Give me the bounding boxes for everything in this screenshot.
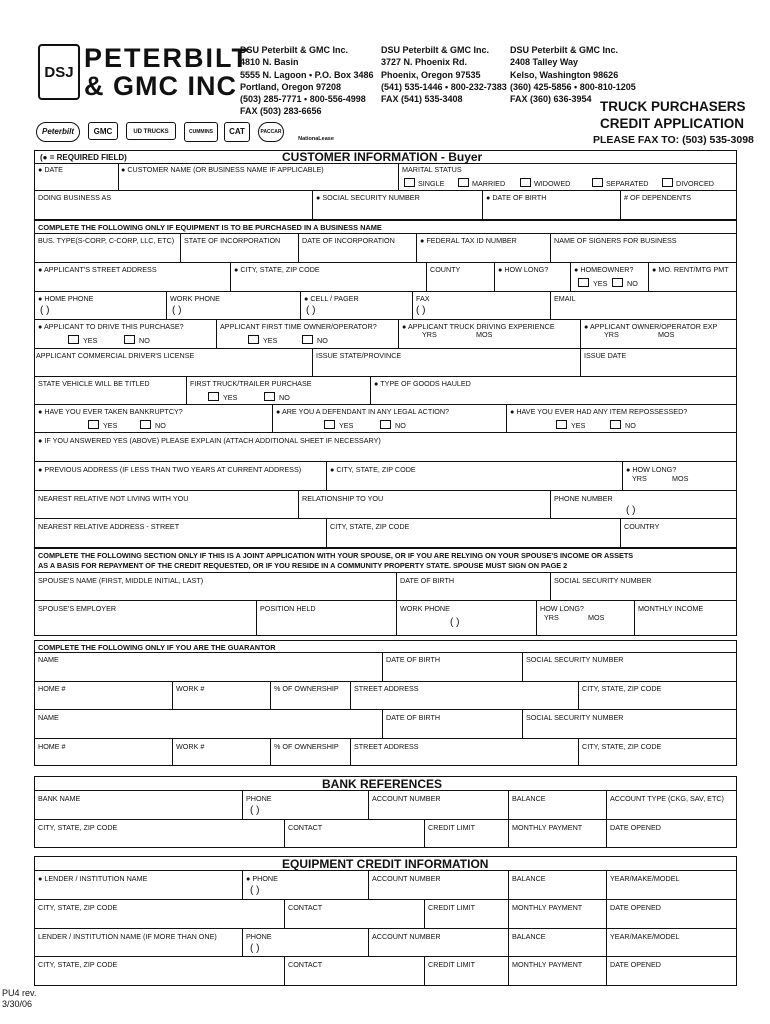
first-truck-yes-checkbox[interactable] bbox=[208, 392, 219, 401]
form-revision bbox=[2, 988, 36, 1010]
cummins-logo: CUMMINS bbox=[184, 122, 218, 142]
cell-label: ● CELL / PAGER bbox=[304, 294, 359, 303]
guarantor-ownership-label: % OF OWNERSHIP bbox=[274, 684, 339, 693]
widowed-label: WIDOWED bbox=[534, 179, 571, 188]
monthly-income-label: MONTHLY INCOME bbox=[638, 604, 704, 613]
drive-no-label: NO bbox=[139, 336, 150, 345]
lender2-phone-area: ( ) bbox=[250, 943, 260, 954]
company-logo-mark bbox=[38, 44, 80, 100]
lender2-city-label: CITY, STATE, ZIP CODE bbox=[38, 960, 118, 969]
mo-rent-label: ● MO. RENT/MTG PMT bbox=[652, 265, 729, 274]
first-truck-label: FIRST TRUCK/TRAILER PURCHASE bbox=[190, 379, 312, 388]
bank-contact-label: CONTACT bbox=[288, 823, 323, 832]
first-time-yes-label: YES bbox=[263, 336, 278, 345]
lender2-phone-label: PHONE bbox=[246, 932, 272, 941]
company-name-line1: PETERBILT bbox=[84, 43, 250, 73]
lender2-label: LENDER / INSTITUTION NAME (IF MORE THAN ONE) bbox=[38, 932, 217, 941]
separated-label: SEPARATED bbox=[606, 179, 649, 188]
repossessed-label: ● HAVE YOU EVER HAD ANY ITEM REPOSSESSED? bbox=[510, 407, 688, 416]
lender-year-label: YEAR/MAKE/MODEL bbox=[610, 874, 680, 883]
single-label: SINGLE bbox=[418, 179, 445, 188]
driving-exp-mos: MOS bbox=[476, 330, 493, 339]
repossessed-yes-label: YES bbox=[571, 421, 586, 430]
guarantor2-ownership-label: % OF OWNERSHIP bbox=[274, 742, 339, 751]
guarantor2-home-label: HOME # bbox=[38, 742, 66, 751]
prev-mos: MOS bbox=[672, 474, 689, 483]
fed-tax-label: ● FEDERAL TAX ID NUMBER bbox=[420, 236, 517, 245]
goods-label: ● TYPE OF GOODS HAULED bbox=[374, 379, 471, 388]
lender-date-opened-label: DATE OPENED bbox=[610, 903, 661, 912]
customer-name-label: ● CUSTOMER NAME (OR BUSINESS NAME IF APPLICABLE) bbox=[121, 165, 324, 174]
first-truck-no-label: NO bbox=[279, 393, 290, 402]
dba-label: DOING BUSINESS AS bbox=[38, 193, 112, 202]
address-line: DSU Peterbilt & GMC Inc. bbox=[510, 45, 619, 55]
work-phone-area: ( ) bbox=[172, 305, 182, 316]
homeowner-no-label: NO bbox=[627, 279, 638, 288]
spouse-ssn-label: SOCIAL SECURITY NUMBER bbox=[554, 576, 652, 585]
defendant-yes-checkbox[interactable] bbox=[324, 420, 335, 429]
joint-header-line2: AS A BASIS FOR REPAYMENT OF THE CREDIT REQUESTED, OR IF YOU RESIDE IN A COMMUNITY PROPERTY STATE. SPOUSE MUST SIGN ON PAGE 2 bbox=[38, 561, 568, 570]
first-time-no-checkbox[interactable] bbox=[302, 335, 313, 344]
address-portland bbox=[240, 44, 374, 118]
lender2-contact-label: CONTACT bbox=[288, 960, 323, 969]
title-line2: CREDIT APPLICATION bbox=[600, 116, 744, 131]
how-long-label: ● HOW LONG? bbox=[498, 265, 549, 274]
lender-credit-limit-label: CREDIT LIMIT bbox=[428, 903, 475, 912]
married-label: MARRIED bbox=[472, 179, 506, 188]
address-line: FAX (360) 636-3954 bbox=[510, 94, 592, 105]
bus-type-label: BUS. TYPE(S-CORP, C-CORP, LLC, ETC) bbox=[38, 236, 175, 245]
widowed-checkbox[interactable] bbox=[520, 178, 531, 187]
prev-yrs: YRS bbox=[632, 474, 647, 483]
bank-date-opened-label: DATE OPENED bbox=[610, 823, 661, 832]
date-inc-label: DATE OF INCORPORATION bbox=[302, 236, 395, 245]
bank-balance-label: BALANCE bbox=[512, 794, 546, 803]
lender-phone-label: ● PHONE bbox=[246, 874, 278, 883]
bankruptcy-no-label: NO bbox=[155, 421, 166, 430]
prev-address-label: ● PREVIOUS ADDRESS (IF LESS THAN TWO YEARS AT CURRENT ADDRESS) bbox=[38, 465, 302, 474]
lender2-balance-label: BALANCE bbox=[512, 932, 546, 941]
cell-area: ( ) bbox=[306, 305, 316, 316]
lender-phone-area: ( ) bbox=[250, 885, 260, 896]
home-phone-label: ● HOME PHONE bbox=[38, 294, 94, 303]
guarantor-dob-label: DATE OF BIRTH bbox=[386, 655, 441, 664]
joint-header-line1: COMPLETE THE FOLLOWING SECTION ONLY IF THIS IS A JOINT APPLICATION WITH YOUR SPOUSE, OR IF YOU ARE RELYING ON YOUR SPOUSE'S INCOME OR ASSETS bbox=[38, 551, 634, 560]
gmc-logo: GMC bbox=[88, 122, 118, 140]
owner-exp-mos: MOS bbox=[658, 330, 675, 339]
spouse-work-phone-area: ( ) bbox=[450, 617, 460, 628]
prev-city-label: ● CITY, STATE, ZIP CODE bbox=[330, 465, 416, 474]
guarantor-home-label: HOME # bbox=[38, 684, 66, 693]
guarantor-work-label: WORK # bbox=[176, 684, 205, 693]
address-kelso bbox=[510, 44, 636, 105]
spouse-dob-label: DATE OF BIRTH bbox=[400, 576, 455, 585]
homeowner-no-checkbox[interactable] bbox=[612, 278, 623, 287]
defendant-no-label: NO bbox=[395, 421, 406, 430]
home-phone-area: ( ) bbox=[40, 305, 50, 316]
work-phone-label: WORK PHONE bbox=[170, 294, 220, 303]
bank-name-label: BANK NAME bbox=[38, 794, 81, 803]
spouse-how-long-label: HOW LONG? bbox=[540, 604, 584, 613]
form-title bbox=[600, 98, 746, 132]
customer-info-header: CUSTOMER INFORMATION - Buyer bbox=[282, 150, 483, 164]
company-name-line2: & GMC INC bbox=[84, 71, 237, 101]
bank-credit-limit-label: CREDIT LIMIT bbox=[428, 823, 475, 832]
repossessed-yes-checkbox[interactable] bbox=[556, 420, 567, 429]
issue-date-label: ISSUE DATE bbox=[584, 351, 627, 360]
first-truck-yes-label: YES bbox=[223, 393, 238, 402]
guarantor2-dob-label: DATE OF BIRTH bbox=[386, 713, 441, 722]
drive-label: ● APPLICANT TO DRIVE THIS PURCHASE? bbox=[38, 322, 184, 331]
address-line: (360) 425-5856 • 800-810-1205 bbox=[510, 81, 636, 92]
country-label: COUNTRY bbox=[624, 522, 660, 531]
bank-account-type-label: ACCOUNT TYPE (CKG, SAV, ETC) bbox=[610, 794, 724, 803]
bankruptcy-no-checkbox[interactable] bbox=[140, 420, 151, 429]
revision-line2: 3/30/06 bbox=[2, 999, 33, 1009]
relationship-label: RELATIONSHIP TO YOU bbox=[302, 494, 384, 503]
address-line: 4810 N. Basin bbox=[240, 57, 299, 68]
guarantor-ssn-label: SOCIAL SECURITY NUMBER bbox=[526, 655, 624, 664]
bank-city-label: CITY, STATE, ZIP CODE bbox=[38, 823, 118, 832]
prev-how-long-label: ● HOW LONG? bbox=[626, 465, 677, 474]
cat-logo: CAT bbox=[224, 122, 250, 142]
paccar-logo: PACCAR bbox=[258, 122, 284, 142]
lender-label: ● LENDER / INSTITUTION NAME bbox=[38, 874, 148, 883]
divorced-checkbox[interactable] bbox=[662, 178, 673, 187]
lender-city-label: CITY, STATE, ZIP CODE bbox=[38, 903, 118, 912]
guarantor2-city-label: CITY, STATE, ZIP CODE bbox=[582, 742, 662, 751]
lender-account-label: ACCOUNT NUMBER bbox=[372, 874, 441, 883]
relative-address-label: NEAREST RELATIVE ADDRESS - STREET bbox=[38, 522, 180, 531]
guarantor-city-label: CITY, STATE, ZIP CODE bbox=[582, 684, 662, 693]
cdl-label: APPLICANT COMMERCIAL DRIVER'S LICENSE bbox=[36, 351, 195, 360]
address-line: FAX (503) 283-6656 bbox=[240, 106, 322, 117]
title-line1: TRUCK PURCHASERS bbox=[600, 99, 746, 114]
drive-yes-label: YES bbox=[83, 336, 98, 345]
state-inc-label: STATE OF INCORPORATION bbox=[184, 236, 281, 245]
drive-yes-checkbox[interactable] bbox=[68, 335, 79, 344]
city-state-zip-label: ● CITY, STATE, ZIP CODE bbox=[234, 265, 320, 274]
address-line: 2408 Talley Way bbox=[510, 57, 579, 68]
county-label: COUNTY bbox=[430, 265, 461, 274]
address-phoenix bbox=[381, 44, 507, 105]
address-line: DSU Peterbilt & GMC Inc. bbox=[240, 45, 349, 55]
repossessed-no-checkbox[interactable] bbox=[610, 420, 621, 429]
state-vehicle-label: STATE VEHICLE WILL BE TITLED bbox=[38, 379, 150, 388]
lender2-monthly-payment-label: MONTHLY PAYMENT bbox=[512, 960, 583, 969]
owner-exp-yrs: YRS bbox=[604, 330, 619, 339]
brand-logos bbox=[36, 120, 356, 146]
fax-label: FAX bbox=[416, 294, 430, 303]
issue-state-label: ISSUE STATE/PROVINCE bbox=[316, 351, 402, 360]
address-line: 3727 N. Phoenix Rd. bbox=[381, 57, 468, 68]
homeowner-label: ● HOMEOWNER? bbox=[574, 265, 634, 274]
relative-phone-area: ( ) bbox=[626, 505, 636, 516]
relative-label: NEAREST RELATIVE NOT LIVING WITH YOU bbox=[38, 494, 189, 503]
address-line: (503) 285-7771 • 800-556-4998 bbox=[240, 94, 366, 105]
relative-city-label: CITY, STATE, ZIP CODE bbox=[330, 522, 410, 531]
position-label: POSITION HELD bbox=[260, 604, 316, 613]
equipment-credit-header: EQUIPMENT CREDIT INFORMATION bbox=[282, 857, 489, 871]
address-line: Kelso, Washington 98626 bbox=[510, 69, 619, 80]
marital-status-label: MARITAL STATUS bbox=[402, 165, 462, 174]
phone-number-label: PHONE NUMBER bbox=[554, 494, 613, 503]
address-line: (541) 535-1446 • 800-232-7383 bbox=[381, 81, 507, 92]
guarantor-street-label: STREET ADDRESS bbox=[354, 684, 419, 693]
address-line: FAX (541) 535-3408 bbox=[381, 94, 463, 105]
fax-area: ( ) bbox=[416, 305, 426, 316]
divorced-label: DIVORCED bbox=[676, 179, 714, 188]
driving-exp-label: ● APPLICANT TRUCK DRIVING EXPERIENCE bbox=[402, 322, 555, 331]
date-label: ● DATE bbox=[38, 165, 63, 174]
guarantor-name-label: NAME bbox=[38, 655, 59, 664]
guarantor2-street-label: STREET ADDRESS bbox=[354, 742, 419, 751]
married-checkbox[interactable] bbox=[458, 178, 469, 187]
bank-phone-label: PHONE bbox=[246, 794, 272, 803]
lender2-date-opened-label: DATE OPENED bbox=[610, 960, 661, 969]
guarantor-header: COMPLETE THE FOLLOWING ONLY IF YOU ARE THE GUARANTOR bbox=[38, 643, 276, 652]
nationalease-logo: NationaLease bbox=[298, 136, 334, 142]
bankruptcy-label: ● HAVE YOU EVER TAKEN BANKRUPTCY? bbox=[38, 407, 183, 416]
dependents-label: # OF DEPENDENTS bbox=[624, 193, 692, 202]
spouse-name-label: SPOUSE'S NAME (FIRST, MIDDLE INITIAL, LAST) bbox=[38, 576, 204, 585]
guarantor2-work-label: WORK # bbox=[176, 742, 205, 751]
ud-trucks-logo: UD TRUCKS bbox=[126, 122, 176, 140]
first-time-label: APPLICANT FIRST TIME OWNER/OPERATOR? bbox=[220, 322, 377, 331]
separated-checkbox[interactable] bbox=[592, 178, 603, 187]
spouse-employer-label: SPOUSE'S EMPLOYER bbox=[38, 604, 117, 613]
bankruptcy-yes-checkbox[interactable] bbox=[88, 420, 99, 429]
spouse-yrs: YRS bbox=[544, 613, 559, 622]
bank-account-label: ACCOUNT NUMBER bbox=[372, 794, 441, 803]
signers-label: NAME OF SIGNERS FOR BUSINESS bbox=[554, 236, 677, 245]
spouse-work-phone-label: WORK PHONE bbox=[400, 604, 450, 613]
dob-label: ● DATE OF BIRTH bbox=[486, 193, 547, 202]
address-line: Portland, Oregon 97208 bbox=[240, 81, 342, 92]
bankruptcy-yes-label: YES bbox=[103, 421, 118, 430]
guarantor2-ssn-label: SOCIAL SECURITY NUMBER bbox=[526, 713, 624, 722]
address-line: Phoenix, Oregon 97535 bbox=[381, 69, 481, 80]
single-checkbox[interactable] bbox=[404, 178, 415, 187]
driving-exp-yrs: YRS bbox=[422, 330, 437, 339]
email-label: EMAIL bbox=[554, 294, 576, 303]
address-line: 5555 N. Lagoon • P.O. Box 3486 bbox=[240, 69, 374, 80]
lender2-credit-limit-label: CREDIT LIMIT bbox=[428, 960, 475, 969]
street-address-label: ● APPLICANT'S STREET ADDRESS bbox=[38, 265, 157, 274]
owner-exp-label: ● APPLICANT OWNER/OPERATOR EXP bbox=[584, 322, 718, 331]
repossessed-no-label: NO bbox=[625, 421, 636, 430]
required-field-note: (● = REQUIRED FIELD) bbox=[40, 153, 127, 162]
bank-phone-area: ( ) bbox=[250, 805, 260, 816]
guarantor2-name-label: NAME bbox=[38, 713, 59, 722]
ssn-label: ● SOCIAL SECURITY NUMBER bbox=[316, 193, 420, 202]
defendant-label: ● ARE YOU A DEFENDANT IN ANY LEGAL ACTION? bbox=[276, 407, 450, 416]
defendant-no-checkbox[interactable] bbox=[380, 420, 391, 429]
first-time-no-label: NO bbox=[317, 336, 328, 345]
drive-no-checkbox[interactable] bbox=[124, 335, 135, 344]
lender-balance-label: BALANCE bbox=[512, 874, 546, 883]
peterbilt-logo: Peterbilt bbox=[36, 122, 80, 142]
address-line: DSU Peterbilt & GMC Inc. bbox=[381, 45, 490, 55]
spouse-mos: MOS bbox=[588, 613, 605, 622]
business-section-header: COMPLETE THE FOLLOWING ONLY IF EQUIPMENT IS TO BE PURCHASED IN A BUSINESS NAME bbox=[38, 223, 382, 232]
lender2-year-label: YEAR/MAKE/MODEL bbox=[610, 932, 680, 941]
lender-contact-label: CONTACT bbox=[288, 903, 323, 912]
first-time-yes-checkbox[interactable] bbox=[248, 335, 259, 344]
logo-initials: DSJ bbox=[44, 64, 74, 81]
bank-references-header: BANK REFERENCES bbox=[322, 777, 443, 791]
lender2-account-label: ACCOUNT NUMBER bbox=[372, 932, 441, 941]
homeowner-yes-label: YES bbox=[593, 279, 608, 288]
revision-line1: PU4 rev. bbox=[2, 988, 37, 998]
fax-instruction: PLEASE FAX TO: (503) 535-3098 bbox=[593, 134, 754, 146]
bank-monthly-payment-label: MONTHLY PAYMENT bbox=[512, 823, 583, 832]
first-truck-no-checkbox[interactable] bbox=[264, 392, 275, 401]
homeowner-yes-checkbox[interactable] bbox=[578, 278, 589, 287]
defendant-yes-label: YES bbox=[339, 421, 354, 430]
lender-monthly-payment-label: MONTHLY PAYMENT bbox=[512, 903, 583, 912]
explain-label: ● IF YOU ANSWERED YES (ABOVE) PLEASE EXPLAIN (ATTACH ADDITIONAL SHEET IF NECESSARY) bbox=[38, 436, 381, 445]
